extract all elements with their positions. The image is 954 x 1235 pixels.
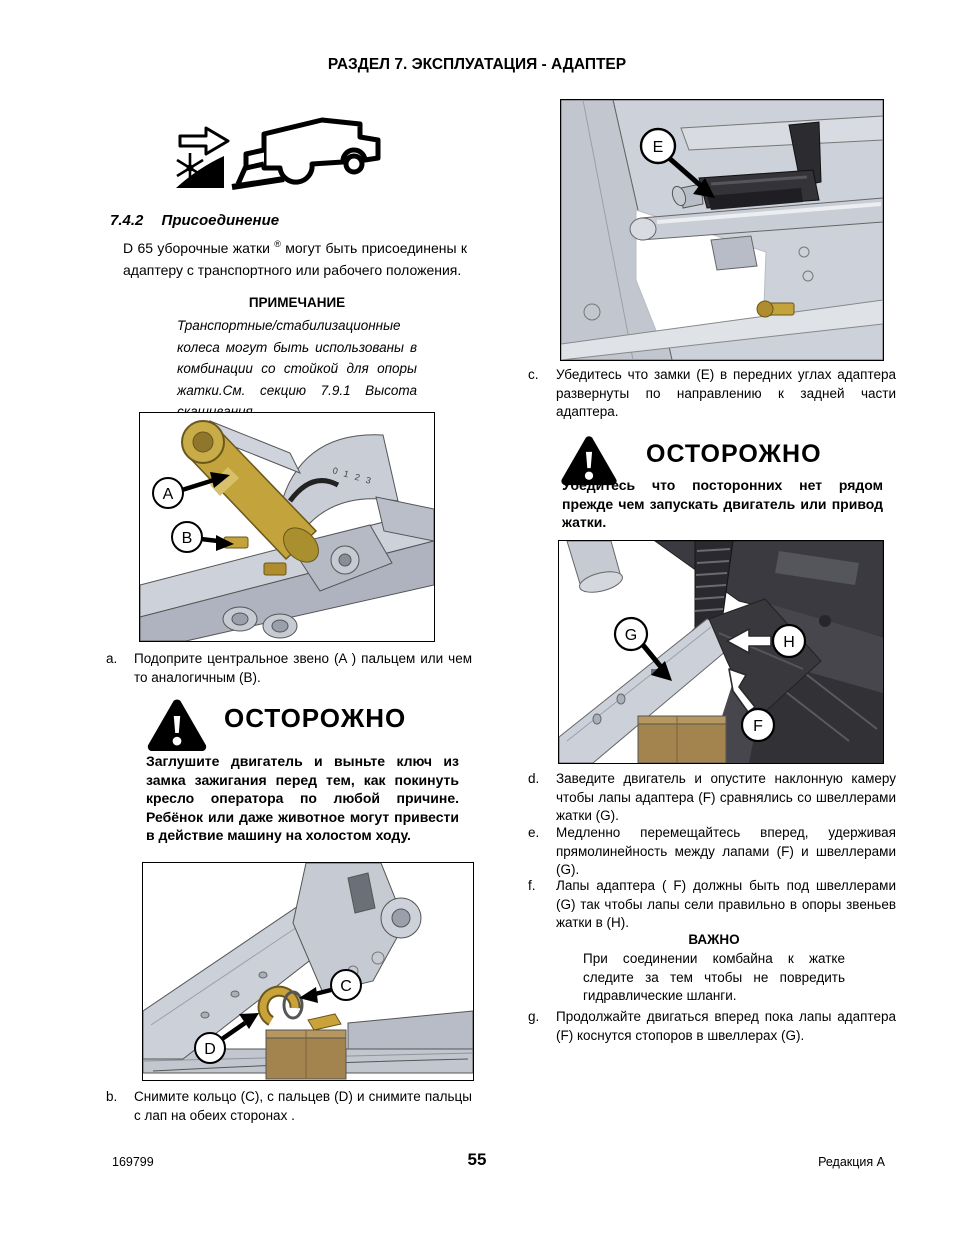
step-d-marker: d.	[528, 771, 540, 786]
section-title: Присоединение	[161, 212, 280, 229]
step-c	[528, 366, 896, 422]
support-block	[266, 1030, 346, 1079]
label-e: E	[652, 139, 664, 156]
step-d-text: Заведите двигатель и опустите наклонную камеру чтобы лапы адаптера (F) сравнялись со швеллерами жатки (G).	[556, 771, 896, 823]
step-a-text: Подоприте центральное звено (A ) пальцем или чем то аналогичным (B).	[134, 651, 472, 685]
page-header-title: РАЗДЕЛ 7. ЭКСПЛУАТАЦИЯ - АДАПТЕР	[327, 56, 627, 73]
support-block	[638, 716, 726, 763]
figure-ring-pin	[142, 862, 474, 1081]
step-b-marker: b.	[106, 1089, 118, 1104]
footer-revision: Редакция A	[818, 1155, 885, 1169]
footer-doc-number: 169799	[112, 1155, 154, 1169]
step-c-marker: c.	[528, 367, 539, 382]
figure-feet-channel	[558, 540, 884, 764]
step-f	[528, 877, 896, 933]
note-body: Транспортные/стабилизационные колеса могут быть использованы в комбинации со стойкой для опоры жатки.См. секцию 7.9.1 Высота скашивания.	[177, 318, 417, 419]
warning-triangle-icon	[146, 697, 208, 752]
caution-heading-left: ОСТОРОЖНО	[224, 703, 407, 733]
gold-bolt	[757, 301, 794, 317]
important-body: При соединении комбайна к жатке следите за тем чтобы не повредить гидравлические шланги.	[583, 951, 845, 1003]
step-g	[528, 1008, 896, 1045]
step-b-text: Снимите кольцо (C), с пальцев (D) и снимите пальцы с лап на обеих сторонах .	[134, 1089, 472, 1123]
label-h: H	[783, 634, 795, 651]
step-d	[528, 770, 896, 826]
step-g-marker: g.	[528, 1009, 540, 1024]
step-e	[528, 824, 896, 880]
step-g-text: Продолжайте двигаться вперед пока лапы адаптера (F) коснутся стопоров в швеллерах (G).	[556, 1009, 896, 1043]
label-g: G	[624, 627, 638, 644]
intro-paragraph	[123, 234, 467, 281]
intro-text: D 65 уборочные жатки	[123, 240, 270, 256]
label-f: F	[753, 718, 763, 735]
label-d: D	[204, 1041, 216, 1058]
step-f-text: Лапы адаптера ( F) должны быть под швеллерами (G) так чтобы лапы сели правильно в опоры звеньев жатки в (H).	[556, 878, 896, 930]
step-b	[106, 1088, 472, 1125]
step-e-text: Медленно перемещайтесь вперед, удерживая прямолинейность между лапами (F) и швеллерами (G).	[556, 825, 896, 877]
footer-page-number: 55	[467, 1150, 487, 1169]
caution-heading-right: ОСТОРОЖНО	[646, 440, 822, 468]
step-e-marker: e.	[528, 825, 540, 840]
attach-header-pictogram	[172, 106, 397, 201]
caution-body-left: Заглушите двигатель и выньте ключ из замка зажигания перед тем, как покинуть кресло оператора по любой причине. Ребёнок или даже животное могут привести в действие машину на холостом ходу.	[146, 753, 459, 843]
registered-mark: ®	[274, 239, 281, 249]
label-c: C	[340, 978, 352, 995]
label-b: B	[181, 530, 193, 547]
label-a: A	[162, 486, 174, 503]
header-ramp-icon	[176, 153, 224, 188]
combine-harvester-icon	[232, 120, 378, 187]
figure-adapter-lock	[560, 99, 884, 361]
caution-body-right: Убедитесь что посторонних нет рядом прежде чем запускать двигатель или привод жатки.	[562, 477, 883, 530]
important-heading: ВАЖНО	[688, 932, 740, 947]
figure-center-link	[139, 412, 435, 642]
note-heading: ПРИМЕЧАНИЕ	[248, 295, 346, 310]
step-f-marker: f.	[528, 878, 536, 893]
section-number: 7.4.2	[110, 212, 144, 229]
scale-digits: 0 1 2 3	[331, 465, 375, 487]
intro-text-cont: могут быть присоединены к адаптеру с транспортного или рабочего положения.	[123, 240, 467, 278]
section-heading	[110, 212, 279, 229]
step-a-marker: a.	[106, 651, 118, 666]
direction-arrow-icon	[180, 128, 228, 154]
step-a	[106, 650, 472, 687]
step-c-text: Убедитесь что замки (E) в передних углах адаптера развернуты по направлению к задней части адаптера.	[556, 367, 896, 419]
